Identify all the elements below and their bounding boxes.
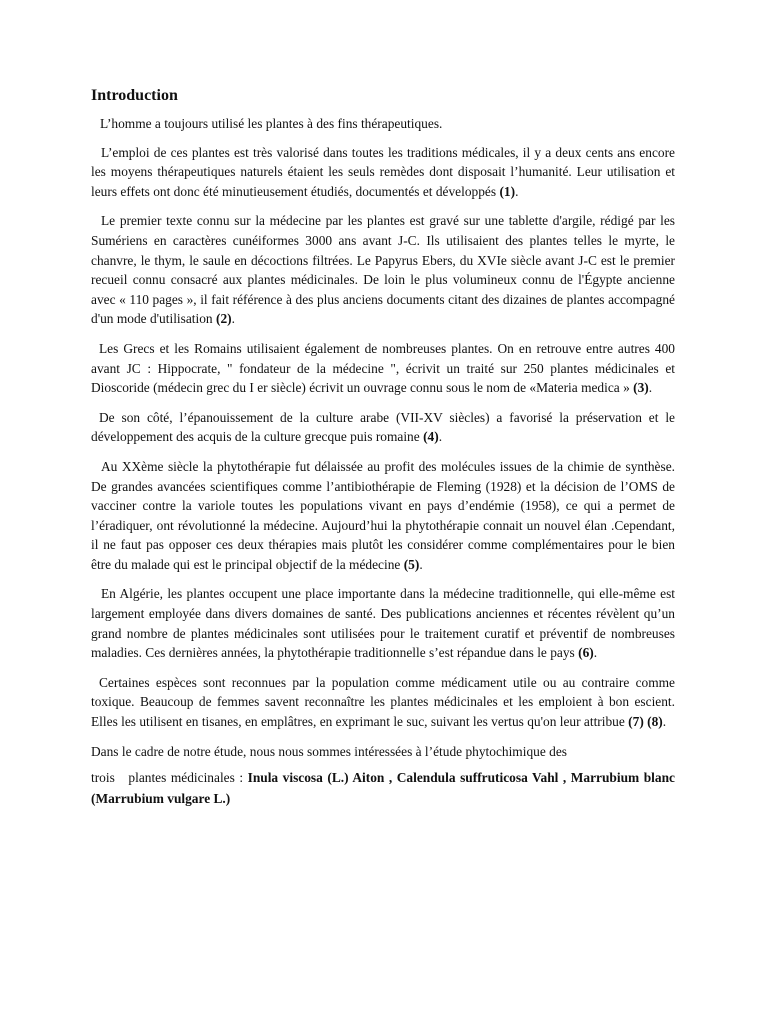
section-heading: Introduction: [91, 87, 178, 104]
paragraph-text: Au XXème siècle la phytothérapie fut délaissée au profit des molécules issues de la chimie de synthèse. De grandes avancées scientifiques comme l’antibiothérapie de Fleming (1928) et la décision de l’OMS de vacciner contre la variole toutes les populations vivant en pays d’endémie (1958), ce qui a permet de l’éradiquer, ont révolutionné la médecine. Aujourd’hui la phytothérapie connait un nouvel élan .Cependant, il ne faut pas opposer ces deux thérapies mais plutôt les considérer comme complémentaires pour le bien être du malade qui est le principal objectif de la médecine: [91, 458, 675, 572]
paragraph-7: En Algérie, les plantes occupent une place importante dans la médecine traditionnelle, qui elle-même est largement employée dans divers domaines de santé. Des publications anciennes et récentes révèlent qu’un grand nombre de plantes médicinales sont utilisées pour le traitement curatif et préventif de nombreuses maladies. Ces dernières années, la phytothérapie traditionnelle s’est répandue dans le pays (6).: [91, 586, 675, 661]
paragraph-text: Certaines espèces sont reconnues par la population comme médicament utile ou au contraire comme toxique. Beaucoup de femmes savent reconnaître les plantes médicinales et les emploient à bon escient. Elles les utilisent en tisanes, en emplâtres, en exprimant le suc, suivant les vertus qu'on leur attribue: [91, 674, 675, 730]
reference-marker: (4): [423, 429, 439, 445]
reference-marker: (3): [633, 380, 649, 396]
paragraph-text: En Algérie, les plantes occupent une place importante dans la médecine traditionnelle, qui elle-même est largement employée dans divers domaines de santé. Des publications anciennes et récentes révèlent qu’un grand nombre de plantes médicinales sont utilisées pour le traitement curatif et préventif de nombreuses maladies. Ces dernières années, la phytothérapie traditionnelle s’est répandue dans le pays: [91, 586, 675, 661]
paragraph-6: Au XXème siècle la phytothérapie fut délaissée au profit des molécules issues de la chimie de synthèse. De grandes avancées scientifiques comme l’antibiothérapie de Fleming (1928) et la décision de l’OMS de vacciner contre la variole toutes les populations vivant en pays d’endémie (1958), ce qui a permet de l’éradiquer, ont révolutionné la médecine. Aujourd’hui la phytothérapie connait un nouvel élan .Cependant, il ne faut pas opposer ces deux thérapies mais plutôt les considérer comme complémentaires pour le bien être du malade qui est le principal objectif de la médecine (5).: [91, 458, 675, 572]
paragraph-1: [91, 114, 675, 134]
plants-prefix: trois plantes médicinales :: [91, 770, 244, 786]
paragraph-3: Le premier texte connu sur la médecine par les plantes est gravé sur une tablette d'argile, rédigé par les Sumériens en caractères cunéiformes 3000 ans avant J-C. Ils utilisaient des plantes telles le myrte, le chanvre, le thym, le saule en décoctions filtrées. Le Papyrus Ebers, du XVIe siècle avant J-C est le premier recueil connu consacré aux plantes médicinales. De loin le plus volumineux connu de l'Égypte ancienne avec « 110 pages », il fait référence à des plus anciens documents citant des dizaines de plantes accompagné d'un mode d'utilisation (2).: [91, 213, 675, 327]
paragraph-text: Dans le cadre de notre étude, nous nous sommes intéressées à l’étude phytochimique des: [91, 743, 567, 759]
reference-marker: (1): [499, 183, 516, 199]
paragraph-text: Le premier texte connu sur la médecine par les plantes est gravé sur une tablette d'argile, rédigé par les Sumériens en caractères cunéiformes 3000 ans avant J-C. Ils utilisaient des plantes telles le myrte, le chanvre, le thym, le saule en décoctions filtrées. Le Papyrus Ebers, du XVIe siècle avant J-C est le premier recueil connu consacré aux plantes médicinales. De loin le plus volumineux connu de l'Égypte ancienne avec « 110 pages », il fait référence à des plus anciens documents citant des dizaines de plantes accompagné d'un mode d'utilisation: [91, 213, 675, 327]
paragraph-4: Les Grecs et les Romains utilisaient également de nombreuses plantes. On en retrouve entre autres 400 avant JC : Hippocrate, " fondateur de la médecine ", écrivit un traité sur 250 plantes médicinales et Dioscoride (médecin grec du I er siècle) écrivit un ouvrage connu sous le nom de «Materia medica » (3).: [91, 340, 675, 396]
paragraph-text: De son côté, l’épanouissement de la culture arabe (VII-XV siècles) a favorisé la préservation et le développement des acquis de la culture grecque puis romaine: [91, 409, 675, 445]
plants-line: [91, 767, 675, 809]
paragraph-2: L’emploi de ces plantes est très valorisé dans toutes les traditions médicales, il y a deux cents ans encore les moyens thérapeutiques naturels étaient les seuls remèdes dont disposait l’humanité. Leur utilisation et leurs effets ont donc été minutieusement étudiés, documentés et développés (1).: [91, 144, 675, 199]
paragraph-5: De son côté, l’épanouissement de la culture arabe (VII-XV siècles) a favorisé la préservation et le développement des acquis de la culture grecque puis romaine (4).: [91, 409, 675, 445]
paragraph-text: L’homme a toujours utilisé les plantes à des fins thérapeutiques.: [100, 116, 443, 131]
reference-marker: (7) (8): [628, 714, 663, 730]
paragraph-text: Les Grecs et les Romains utilisaient également de nombreuses plantes. On en retrouve entre autres 400 avant JC : Hippocrate, " fondateur de la médecine ", écrivit un traité sur 250 plantes médicinales et Dioscoride (médecin grec du I er siècle) écrivit un ouvrage connu sous le nom de «Materia medica »: [91, 340, 675, 396]
reference-marker: (2): [215, 311, 232, 327]
paragraph-text: L’emploi de ces plantes est très valorisé dans toutes les traditions médicales, il y a deux cents ans encore les moyens thérapeutiques naturels étaient les seuls remèdes dont disposait l’humanité. Leur utilisation et leurs effets ont donc été minutieusement étudiés, documentés et développés: [91, 144, 675, 199]
reference-marker: (5): [403, 556, 420, 572]
paragraph-8: Certaines espèces sont reconnues par la population comme médicament utile ou au contraire comme toxique. Beaucoup de femmes savent reconnaître les plantes médicinales et les emploient à bon escient. Elles les utilisent en tisanes, en emplâtres, en exprimant le suc, suivant les vertus qu'on leur attribue (7) (8).: [91, 674, 675, 730]
reference-marker: (6): [578, 645, 594, 661]
plant-names: Inula viscosa (L.) Aiton , Calendula suffruticosa Vahl , Marrubium blanc (Marrubium vulgare L.): [91, 770, 675, 807]
paragraph-9: [91, 742, 675, 762]
document-page: [91, 86, 675, 809]
